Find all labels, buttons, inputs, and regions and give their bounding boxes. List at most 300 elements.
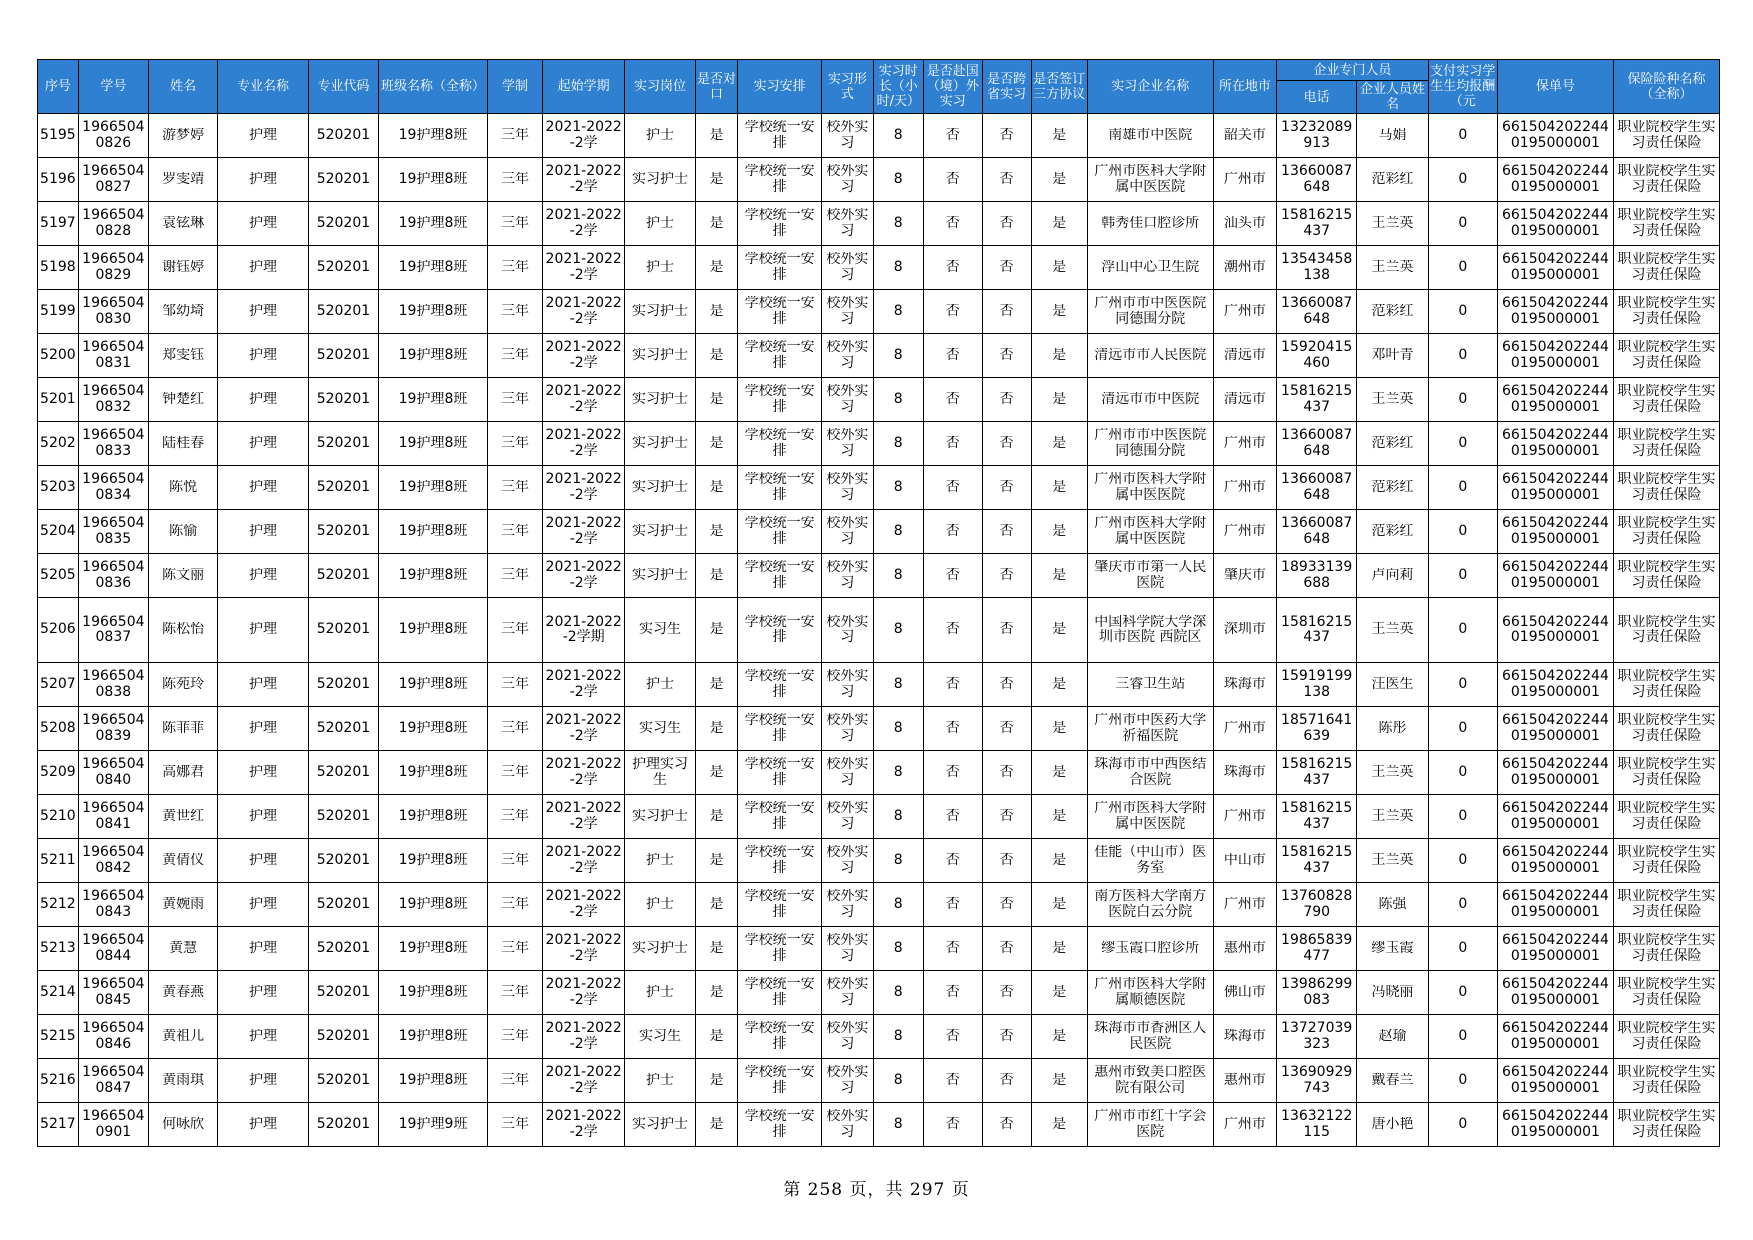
cell-form [821, 927, 873, 971]
cell-staff-name-text: 缪玉霞 [1371, 940, 1414, 956]
cell-staff-name-text: 王兰英 [1371, 622, 1414, 638]
cell-student-id [78, 707, 148, 751]
cell-major-code [308, 378, 378, 422]
cell-staff-name [1357, 707, 1428, 751]
table-row [38, 554, 1720, 598]
table-row [38, 971, 1720, 1015]
cell-duration-text: 三年 [500, 479, 529, 495]
cell-form [821, 246, 873, 290]
page-footer: 第 258 页，共 297 页 [783, 1180, 970, 1200]
cell-hours [873, 510, 923, 554]
cell-city [1213, 927, 1276, 971]
cell-staff-name [1357, 334, 1428, 378]
cell-name-text: 陈松怡 [162, 622, 205, 638]
cell-abroad [923, 114, 982, 158]
cell-cross-province [982, 1059, 1031, 1103]
cell-major-code-text: 520201 [316, 896, 371, 912]
cell-tripartite-text: 是 [1052, 567, 1067, 583]
cell-company-text: 珠海市市香洲区人民医院 [1094, 1021, 1207, 1052]
cell-hours-text: 8 [893, 215, 903, 231]
cell-student-id-text: 19665040845 [82, 977, 145, 1008]
cell-seq-text: 5202 [40, 435, 76, 451]
cell-cross-province [982, 334, 1031, 378]
cell-seq [38, 466, 79, 510]
cell-name-text: 陈文丽 [162, 567, 205, 583]
cell-company-text: 广州市医科大学附属中医医院 [1094, 801, 1207, 832]
cell-major-code-text: 520201 [316, 127, 371, 143]
cell-name-text: 陈悦 [169, 479, 198, 495]
cell-class-name-text: 19护理9班 [398, 1116, 468, 1132]
header-abroad: 是否赴国（境）外实习 [923, 60, 982, 114]
header-tripartite: 是否签订三方协议 [1031, 60, 1087, 114]
cell-duration [487, 202, 542, 246]
cell-arrangement-text: 学校统一安排 [744, 1109, 815, 1140]
cell-city [1213, 707, 1276, 751]
cell-position [625, 290, 695, 334]
cell-policy-no-text: 6615042022440195000001 [1501, 472, 1609, 503]
cell-major [218, 971, 309, 1015]
cell-company [1087, 246, 1213, 290]
cell-hours-text: 8 [893, 303, 903, 319]
cell-insurance [1613, 290, 1719, 334]
cell-position-text: 实习护士 [632, 347, 689, 363]
cell-major-text: 护理 [248, 940, 277, 956]
cell-pay [1428, 202, 1497, 246]
cell-arrangement [738, 883, 821, 927]
cell-city [1213, 1059, 1276, 1103]
cell-form [821, 883, 873, 927]
cell-policy-no-text: 6615042022440195000001 [1501, 614, 1609, 645]
cell-insurance [1613, 510, 1719, 554]
cell-major [218, 246, 309, 290]
cell-major-text: 护理 [248, 984, 277, 1000]
cell-seq-text: 5208 [40, 720, 76, 736]
cell-seq [38, 422, 79, 466]
cell-major-code [308, 554, 378, 598]
cell-company-text: 珠海市市中西医结合医院 [1094, 757, 1207, 788]
cell-insurance [1613, 466, 1719, 510]
cell-seq-text: 5209 [40, 764, 76, 780]
cell-hours [873, 751, 923, 795]
cell-name [148, 1015, 217, 1059]
cell-insurance-text: 职业院校学生实习责任保险 [1617, 560, 1716, 591]
cell-city-text: 清远市 [1223, 391, 1266, 407]
cell-form-text: 校外实习 [826, 208, 869, 239]
cell-class-name [379, 158, 488, 202]
cell-form-text: 校外实习 [826, 516, 869, 547]
cell-staff-name-text: 陈强 [1378, 896, 1407, 912]
cell-major-text: 护理 [248, 676, 277, 692]
cell-abroad-text: 否 [945, 567, 960, 583]
cell-duration [487, 1059, 542, 1103]
cell-insurance [1613, 883, 1719, 927]
cell-student-id-text: 19665040847 [82, 1065, 145, 1096]
cell-city [1213, 510, 1276, 554]
header-duration: 学制 [487, 60, 542, 114]
cell-tripartite-text: 是 [1052, 896, 1067, 912]
cell-start-term [542, 202, 624, 246]
cell-name [148, 378, 217, 422]
cell-matched-text: 是 [709, 940, 724, 956]
cell-tripartite-text: 是 [1052, 523, 1067, 539]
cell-hours [873, 246, 923, 290]
cell-matched-text: 是 [709, 852, 724, 868]
cell-company [1087, 927, 1213, 971]
table-row [38, 466, 1720, 510]
cell-student-id-text: 19665040831 [82, 340, 145, 371]
cell-matched [695, 795, 738, 839]
cell-insurance [1613, 554, 1719, 598]
cell-name-text: 黄雨琪 [162, 1072, 205, 1088]
cell-student-id [78, 883, 148, 927]
cell-city [1213, 751, 1276, 795]
cell-start-term-text: 2021-2022-2学 [545, 120, 622, 151]
cell-seq [38, 158, 79, 202]
cell-city-text: 清远市 [1223, 347, 1266, 363]
cell-phone [1276, 114, 1356, 158]
cell-abroad-text: 否 [945, 1116, 960, 1132]
cell-hours [873, 927, 923, 971]
cell-form [821, 795, 873, 839]
cell-start-term-text: 2021-2022-2学 [545, 252, 622, 283]
cell-class-name-text: 19护理8班 [398, 764, 468, 780]
cell-arrangement-text: 学校统一安排 [744, 977, 815, 1008]
cell-insurance [1613, 202, 1719, 246]
cell-abroad-text: 否 [945, 215, 960, 231]
cell-class-name-text: 19护理8班 [398, 1072, 468, 1088]
cell-major-code-text: 520201 [316, 171, 371, 187]
header-major: 专业名称 [218, 60, 309, 114]
cell-major-code [308, 663, 378, 707]
cell-major-code [308, 1059, 378, 1103]
cell-hours [873, 663, 923, 707]
cell-name [148, 290, 217, 334]
cell-start-term [542, 971, 624, 1015]
cell-major-code [308, 598, 378, 663]
cell-start-term-text: 2021-2022-2学 [545, 560, 622, 591]
cell-position [625, 795, 695, 839]
table-row [38, 334, 1720, 378]
cell-cross-province [982, 422, 1031, 466]
cell-duration [487, 707, 542, 751]
cell-start-term [542, 663, 624, 707]
cell-major-code [308, 422, 378, 466]
cell-student-id-text: 19665040826 [82, 120, 145, 151]
cell-staff-name [1357, 1103, 1428, 1147]
cell-seq [38, 927, 79, 971]
cell-company-text: 广州市医科大学附属中医医院 [1094, 164, 1207, 195]
cell-staff-name-text: 王兰英 [1371, 391, 1414, 407]
cell-position [625, 883, 695, 927]
cell-student-id [78, 554, 148, 598]
cell-seq [38, 598, 79, 663]
cell-student-id [78, 510, 148, 554]
cell-form [821, 158, 873, 202]
cell-city-text: 珠海市 [1223, 764, 1266, 780]
cell-phone [1276, 598, 1356, 663]
cell-major-text: 护理 [248, 808, 277, 824]
cell-abroad [923, 158, 982, 202]
cell-class-name [379, 1059, 488, 1103]
cell-major-code [308, 1103, 378, 1147]
cell-major-code-text: 520201 [316, 1072, 371, 1088]
cell-phone [1276, 927, 1356, 971]
cell-arrangement-text: 学校统一安排 [744, 208, 815, 239]
cell-position [625, 598, 695, 663]
cell-class-name [379, 883, 488, 927]
cell-hours-text: 8 [893, 127, 903, 143]
cell-position-text: 护士 [646, 127, 675, 143]
cell-phone-text: 15919199138 [1281, 669, 1353, 700]
header-phone: 电话 [1276, 81, 1356, 114]
cell-arrangement-text: 学校统一安排 [744, 428, 815, 459]
cell-start-term-text: 2021-2022-2学 [545, 757, 622, 788]
cell-staff-name-text: 范彩红 [1371, 523, 1414, 539]
cell-class-name [379, 971, 488, 1015]
cell-major-text: 护理 [248, 764, 277, 780]
cell-phone [1276, 971, 1356, 1015]
cell-student-id [78, 795, 148, 839]
cell-duration-text: 三年 [500, 435, 529, 451]
cell-form-text: 校外实习 [826, 384, 869, 415]
cell-matched [695, 707, 738, 751]
table-row [38, 751, 1720, 795]
cell-cross-province-text: 否 [999, 852, 1014, 868]
header-enterprise-staff: 企业专门人员 [1276, 60, 1428, 81]
cell-phone-text: 15816215437 [1281, 845, 1353, 876]
cell-staff-name-text: 王兰英 [1371, 808, 1414, 824]
cell-hours-text: 8 [893, 1116, 903, 1132]
cell-city [1213, 422, 1276, 466]
cell-city-text: 韶关市 [1223, 127, 1266, 143]
cell-duration [487, 927, 542, 971]
cell-city [1213, 554, 1276, 598]
cell-seq [38, 290, 79, 334]
cell-duration-text: 三年 [500, 303, 529, 319]
cell-staff-name-text: 邓叶青 [1371, 347, 1414, 363]
cell-policy-no [1497, 795, 1613, 839]
cell-abroad [923, 663, 982, 707]
cell-abroad-text: 否 [945, 940, 960, 956]
cell-position-text: 实习护士 [632, 479, 689, 495]
cell-policy-no-text: 6615042022440195000001 [1501, 669, 1609, 700]
cell-matched-text: 是 [709, 523, 724, 539]
cell-phone-text: 13660087648 [1281, 516, 1353, 547]
cell-abroad-text: 否 [945, 435, 960, 451]
cell-name [148, 927, 217, 971]
cell-arrangement-text: 学校统一安排 [744, 1021, 815, 1052]
cell-abroad [923, 751, 982, 795]
cell-major-code-text: 520201 [316, 391, 371, 407]
cell-position-text: 实习生 [639, 622, 682, 638]
cell-position [625, 202, 695, 246]
cell-pay-text: 0 [1458, 808, 1468, 824]
cell-pay-text: 0 [1458, 523, 1468, 539]
cell-duration-text: 三年 [500, 127, 529, 143]
cell-phone [1276, 202, 1356, 246]
cell-major-code-text: 520201 [316, 940, 371, 956]
cell-duration-text: 三年 [500, 1116, 529, 1132]
cell-arrangement-text: 学校统一安排 [744, 560, 815, 591]
cell-arrangement [738, 510, 821, 554]
cell-phone-text: 13727039323 [1281, 1021, 1353, 1052]
cell-tripartite-text: 是 [1052, 1116, 1067, 1132]
cell-policy-no [1497, 246, 1613, 290]
cell-name [148, 598, 217, 663]
cell-pay [1428, 1059, 1497, 1103]
cell-form [821, 422, 873, 466]
cell-duration-text: 三年 [500, 852, 529, 868]
cell-matched-text: 是 [709, 1116, 724, 1132]
cell-class-name [379, 334, 488, 378]
cell-insurance-text: 职业院校学生实习责任保险 [1617, 669, 1716, 700]
table-row [38, 202, 1720, 246]
cell-tripartite-text: 是 [1052, 984, 1067, 1000]
cell-form-text: 校外实习 [826, 845, 869, 876]
cell-major-code [308, 510, 378, 554]
cell-tripartite [1031, 751, 1087, 795]
cell-city-text: 广州市 [1223, 479, 1266, 495]
cell-arrangement-text: 学校统一安排 [744, 933, 815, 964]
cell-start-term-text: 2021-2022-2学 [545, 669, 622, 700]
cell-form [821, 510, 873, 554]
cell-tripartite [1031, 883, 1087, 927]
cell-cross-province-text: 否 [999, 127, 1014, 143]
cell-start-term [542, 751, 624, 795]
cell-major-text: 护理 [248, 171, 277, 187]
cell-phone-text: 15816215437 [1281, 384, 1353, 415]
cell-start-term [542, 839, 624, 883]
cell-name [148, 663, 217, 707]
cell-start-term-text: 2021-2022-2学 [545, 472, 622, 503]
cell-insurance-text: 职业院校学生实习责任保险 [1617, 252, 1716, 283]
cell-major-text: 护理 [248, 127, 277, 143]
cell-staff-name [1357, 510, 1428, 554]
cell-tripartite [1031, 971, 1087, 1015]
cell-class-name-text: 19护理8班 [398, 303, 468, 319]
cell-start-term [542, 1103, 624, 1147]
cell-abroad [923, 246, 982, 290]
cell-matched-text: 是 [709, 347, 724, 363]
cell-hours-text: 8 [893, 984, 903, 1000]
cell-seq [38, 1015, 79, 1059]
cell-class-name [379, 598, 488, 663]
cell-position-text: 护理实习生 [632, 757, 689, 788]
cell-major-text: 护理 [248, 215, 277, 231]
cell-tripartite [1031, 202, 1087, 246]
cell-major-code [308, 751, 378, 795]
cell-abroad [923, 334, 982, 378]
cell-form-text: 校外实习 [826, 977, 869, 1008]
cell-city [1213, 795, 1276, 839]
cell-matched [695, 598, 738, 663]
cell-start-term-text: 2021-2022-2学期 [545, 614, 622, 645]
cell-class-name-text: 19护理8班 [398, 523, 468, 539]
cell-city [1213, 246, 1276, 290]
cell-tripartite [1031, 246, 1087, 290]
cell-pay-text: 0 [1458, 259, 1468, 275]
cell-company [1087, 1059, 1213, 1103]
cell-company [1087, 378, 1213, 422]
cell-insurance-text: 职业院校学生实习责任保险 [1617, 296, 1716, 327]
cell-pay-text: 0 [1458, 622, 1468, 638]
cell-major-code-text: 520201 [316, 622, 371, 638]
cell-form-text: 校外实习 [826, 120, 869, 151]
cell-insurance-text: 职业院校学生实习责任保险 [1617, 801, 1716, 832]
cell-phone-text: 15816215437 [1281, 757, 1353, 788]
header-policy-no: 保单号 [1497, 60, 1613, 114]
cell-pay [1428, 510, 1497, 554]
cell-cross-province [982, 202, 1031, 246]
cell-seq [38, 202, 79, 246]
cell-abroad-text: 否 [945, 676, 960, 692]
cell-hours-text: 8 [893, 171, 903, 187]
cell-company [1087, 795, 1213, 839]
cell-student-id [78, 290, 148, 334]
cell-arrangement-text: 学校统一安排 [744, 164, 815, 195]
cell-pay-text: 0 [1458, 896, 1468, 912]
cell-student-id-text: 19665040828 [82, 208, 145, 239]
cell-start-term-text: 2021-2022-2学 [545, 428, 622, 459]
cell-form-text: 校外实习 [826, 1065, 869, 1096]
cell-company [1087, 334, 1213, 378]
cell-major [218, 158, 309, 202]
cell-position [625, 554, 695, 598]
cell-matched [695, 663, 738, 707]
cell-major-code [308, 707, 378, 751]
cell-seq-text: 5213 [40, 940, 76, 956]
cell-staff-name-text: 卢向莉 [1371, 567, 1414, 583]
cell-abroad [923, 971, 982, 1015]
cell-position-text: 实习护士 [632, 808, 689, 824]
cell-abroad [923, 707, 982, 751]
cell-staff-name-text: 王兰英 [1371, 852, 1414, 868]
cell-pay-text: 0 [1458, 1072, 1468, 1088]
cell-position-text: 实习护士 [632, 523, 689, 539]
cell-student-id-text: 19665040837 [82, 614, 145, 645]
cell-class-name [379, 510, 488, 554]
cell-phone [1276, 246, 1356, 290]
cell-hours [873, 707, 923, 751]
cell-matched-text: 是 [709, 764, 724, 780]
cell-policy-no [1497, 158, 1613, 202]
cell-hours [873, 378, 923, 422]
cell-major-text: 护理 [248, 1116, 277, 1132]
cell-matched [695, 1103, 738, 1147]
table-row [38, 422, 1720, 466]
cell-tripartite-text: 是 [1052, 720, 1067, 736]
cell-matched [695, 971, 738, 1015]
cell-name-text: 谢钰婷 [162, 259, 205, 275]
cell-abroad-text: 否 [945, 391, 960, 407]
cell-cross-province [982, 466, 1031, 510]
cell-pay [1428, 795, 1497, 839]
cell-duration [487, 158, 542, 202]
header-major-code: 专业代码 [308, 60, 378, 114]
cell-hours-text: 8 [893, 764, 903, 780]
cell-major [218, 598, 309, 663]
cell-seq [38, 795, 79, 839]
cell-insurance-text: 职业院校学生实习责任保险 [1617, 516, 1716, 547]
cell-start-term [542, 246, 624, 290]
cell-company-text: 广州市市红十字会医院 [1094, 1109, 1207, 1140]
cell-policy-no-text: 6615042022440195000001 [1501, 1021, 1609, 1052]
cell-major-code [308, 1015, 378, 1059]
cell-form-text: 校外实习 [826, 472, 869, 503]
cell-cross-province [982, 971, 1031, 1015]
cell-form [821, 707, 873, 751]
cell-class-name-text: 19护理8班 [398, 391, 468, 407]
